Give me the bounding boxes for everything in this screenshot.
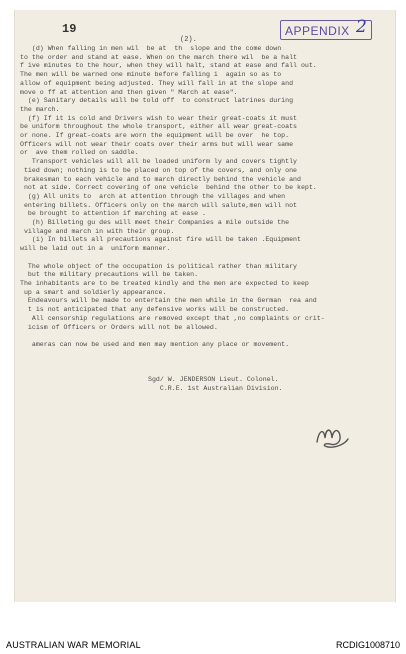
document-line — [20, 332, 375, 341]
signature-block — [148, 375, 283, 393]
document-line: (f) If it is cold and Drivers wish to wear their great-coats it must — [20, 114, 297, 122]
document-line: f ive minutes to the hour, when they will halt, stand at ease and fall out. — [20, 62, 317, 70]
document-line: brakesman to each vehicle and to march directly behind the vehicle and — [20, 175, 301, 183]
document-line: The inhabitants are to be treated kindly and the men are expected to keep — [20, 279, 309, 287]
document-line: icism of Officers or Orders will not be allowed. — [20, 323, 218, 331]
document-line: village and march in with their group. — [20, 227, 175, 235]
document-line: (d) When falling in men wil be at th slope and the come down — [20, 45, 282, 52]
document-line: The whole object of the occupation is political rather than military — [20, 262, 297, 270]
document-line: move o ff at attention and then given " March at ease". — [20, 88, 238, 96]
document-line: to the order and stand at ease. When on the march there wil be a halt — [20, 53, 297, 61]
appendix-number: 2 — [356, 17, 367, 37]
appendix-label: APPENDIX — [285, 24, 350, 38]
document-line: or ave them rolled on saddle. — [20, 149, 139, 157]
document-line: will be laid out in a uniform manner. — [20, 245, 171, 253]
archive-footer — [0, 640, 406, 654]
document-line: be brought to attention if marching at ease . — [20, 210, 206, 218]
document-line: Transport vehicles will all be loaded uniform ly and covers tightly — [20, 158, 297, 166]
document-line: or none. If great-coats are worn the equipment will be over he top. — [20, 132, 290, 140]
signature-line: C.R.E. 1st Australian Division. — [148, 385, 283, 392]
document-line — [20, 254, 375, 263]
document-line: (g) All units to arch at attention through the villages and when — [20, 192, 286, 200]
section-mark: (2). — [180, 36, 197, 44]
document-line: but the military precautions will be taken. — [20, 271, 199, 279]
document-line: ameras can now be used and men may mention any place or movement. — [20, 340, 290, 348]
document-line: All censorship regulations are removed except that ,no complaints or crit- — [20, 314, 325, 322]
document-line: allow of equipment being adjusted. They will fall in at the slope and — [20, 79, 294, 87]
document-line: Endeavours will be made to entertain the men while in the German rea and — [20, 297, 317, 305]
handwritten-initials-icon — [312, 422, 352, 450]
document-line: up a smart and soldierly appearance. — [20, 288, 167, 296]
document-line: (e) Sanitary details will be told off to construct latrines during — [20, 97, 294, 105]
document-line: the march. — [20, 105, 60, 113]
document-line: be uniform throughout the whole transport, either all wear great-coats — [20, 123, 297, 131]
document-id: RCDIG1008710 — [335, 640, 400, 650]
document-line: not at side. Correct covering of one vehicle behind the other to be kept. — [20, 184, 317, 192]
document-line: (h) Billeting gu des will meet their Companies a mile outside the — [20, 219, 290, 227]
document-line: The men will be warned one minute before falling i again so as to — [20, 71, 282, 79]
page-number: 19 — [62, 22, 77, 36]
archive-name: AUSTRALIAN WAR MEMORIAL — [6, 640, 141, 650]
document-line: (i) In billets all precautions against fire will be taken .Equipment — [20, 236, 301, 244]
document-line: t is not anticipated that any defensive works will be constructed. — [20, 306, 290, 314]
signature-line: Sgd/ W. JENDERSON Lieut. Colonel. — [148, 376, 279, 383]
document-line: tied down; nothing is to be placed on top of the covers, and only one — [20, 166, 297, 174]
document-body — [20, 45, 375, 350]
document-line: Officers will not wear their coats over their arms but will wear same — [20, 140, 294, 148]
document-line: entering billets. Officers only on the march will salute,men will not — [20, 201, 297, 209]
